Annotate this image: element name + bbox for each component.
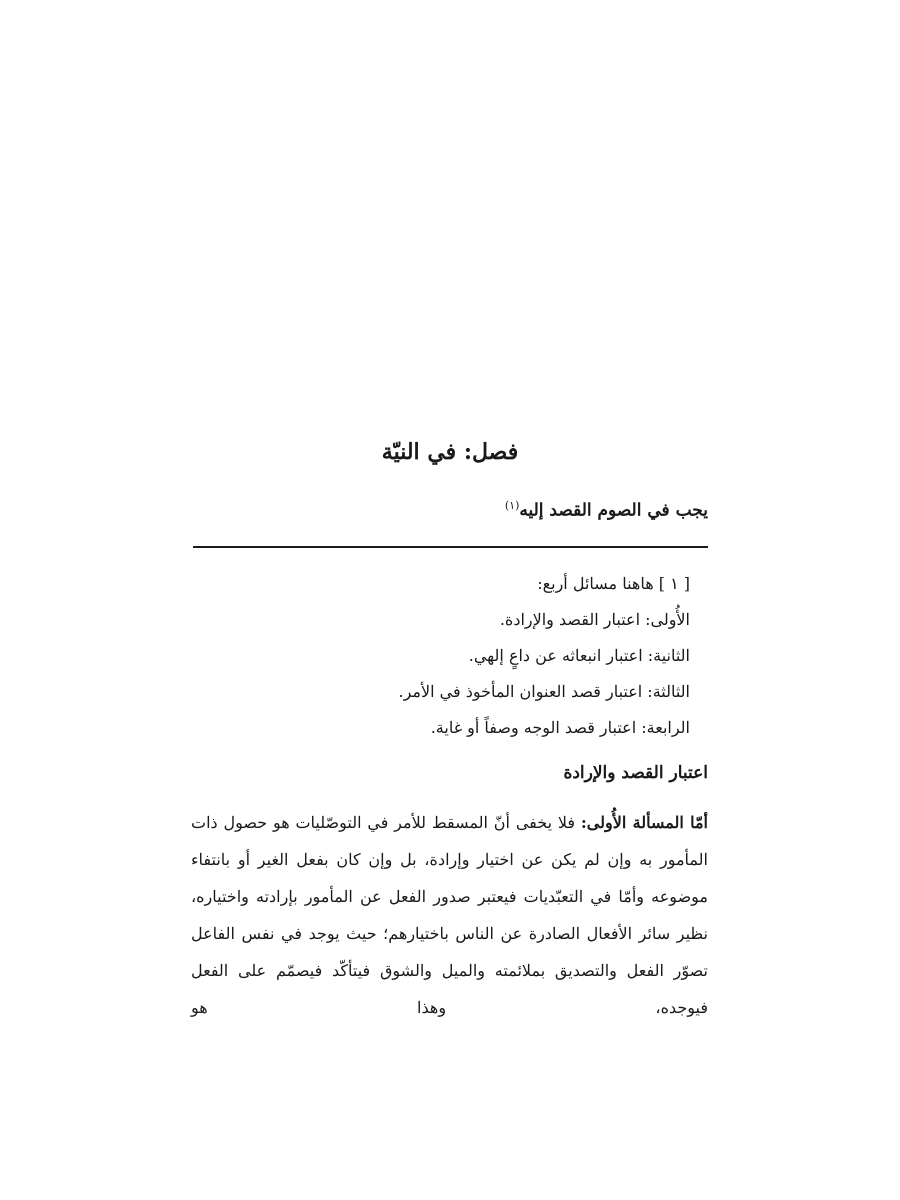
body-paragraph <box>191 804 708 1026</box>
section-heading: اعتبار القصد والإرادة <box>563 763 708 783</box>
intro-text: يجب في الصوم القصد إليه <box>519 500 708 521</box>
footnote-divider <box>193 546 708 548</box>
paragraph-lead: أمّا المسألة الأُولى: <box>580 813 708 832</box>
paragraph-text: فلا يخفى أنّ المسقط للأمر في التوصّليات هو حصول ذات المأمور به وإن لم يكن عن اختيار وإرادة، بل وإن كان بفعل الغير أو بانتفاء موضوعه وأمّا في التعبّديات فيعتبر صدور الفعل عن المأمور بإرادته واختياره، نظير سائر الأفعال الصادرة عن الناس باختيارهم؛ حيث يوجد في نفس الفاعل تصوّر الفعل والتصديق بملائمته والميل والشوق فيتأكّد فيصمّم على الفعل فيوجده، وهذا هو <box>191 813 709 1017</box>
intro-line <box>188 492 708 525</box>
footnote-line: الرابعة: اعتبار قصد الوجه وصفاً أو غاية. <box>430 718 690 737</box>
footnote-line: الثانية: اعتبار انبعاثه عن داعٍ إلهي. <box>468 646 690 665</box>
footnote-line: [ ١ ] هاهنا مسائل أربع: <box>537 574 690 593</box>
footnote-line: الأُولى: اعتبار القصد والإرادة. <box>499 610 690 629</box>
footnote-block <box>190 566 690 746</box>
footnote-line: الثالثة: اعتبار قصد العنوان المأخوذ في الأمر. <box>398 682 690 701</box>
footnote-reference: (١) <box>504 499 520 512</box>
chapter-title: فصل: في النيّة <box>381 439 519 465</box>
